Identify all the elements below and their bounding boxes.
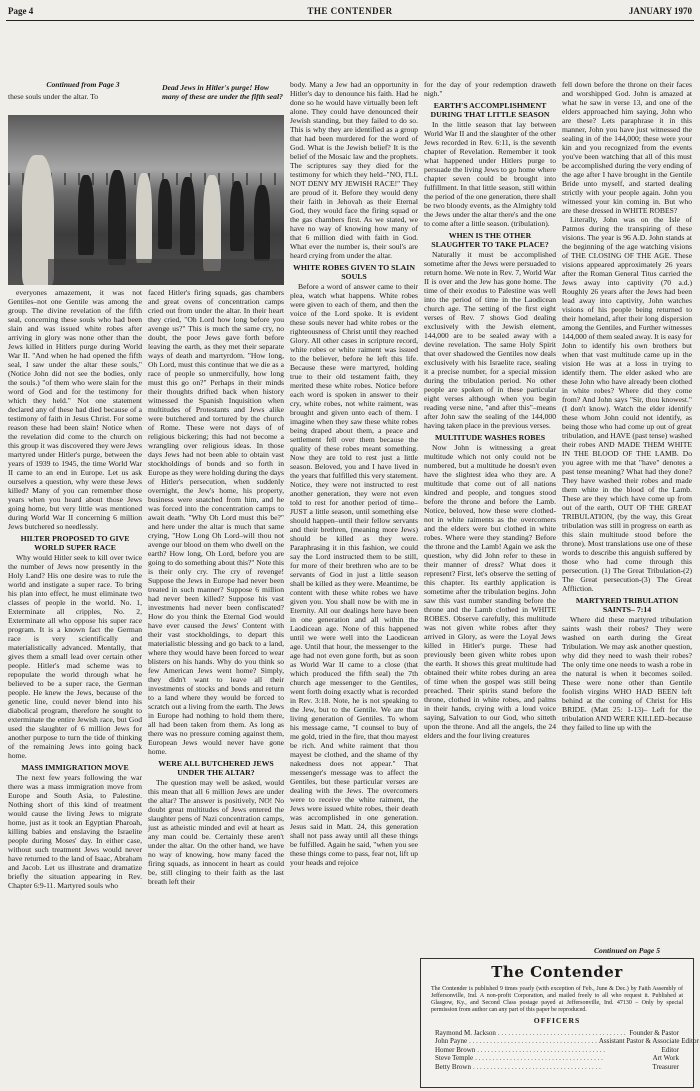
continued-note	[562, 946, 692, 956]
lead-in-text: these souls under the altar. To	[8, 92, 99, 101]
section-heading: HILTER PROPOSED TO GIVE WORLD SUPER RACE	[20, 534, 130, 552]
concentration-camp-photo	[8, 115, 284, 285]
paragraph: body. Many a Jew had an opportunity in Hitler's day to denounce his faith. Had he done so he would have virtually been left alone. They could have denounced their Jewish standing, but they failed to do so. This is why they are identified as a group that had been murdered for the word of God. What is the Jewish belief? It is the belief of the Mosaic law and the prophets. The scriptures say they died for the testimony for which they held–"NO, I'LL NOT DENY MY JEWISH RACE!" They are proud of it. Before they would deny their faith in Jehovah as their Eternal God, they would face the firing squad or the gas chambers first. As we stated, we have no way of knowing how many of that 6 million died with faith in God. What ever the number is, their soul's are heard crying from under the altar.	[290, 80, 418, 260]
continued-from: Continued from Page 3	[46, 80, 120, 89]
photo-caption: Dead Jews in Hitler's purge! How many of these are under the fifth seal?	[162, 83, 283, 101]
paragraph: faced Hitler's firing squads, gas chambers and great ovens of concentration camps cried out from under the altar. In their heart they cried, "Oh Lord how long before you avenge us?" This is much the same cry, no doubt, the poor Jews gave forth before leaving the earth, as they met their separate ways of death and martyrdom. "How long, Oh Lord, must this continue that we die as a race of people so unmercifully, how long must this go on?" Perhaps in their minds their thoughts drifted back when history witnessed the Spanish Inquisition when multitudes of Protestants and Jews alike were butchered and tortured by the church of Rome. These were not days of of religious bickering; this had not become a wrangling over religious ideas. In those days Jews had not been able to obtain vast stockholdings of bonds and so forth in Europe as they were holding during the days of Hitler's persecution, when suddenly overnight, the Jew's home, his property, business were snatched from him, and he was forced into the concentration camps to await death. "Why Oh Lord must this be?" and here under the altar is much that same crying, "How Long Oh Lord–will thou not avenge our blood on them who dwell on the earth? How long, Oh Lord, before you are going to do something about this?" Note this is their only cry. The cry of revenge! Suppose the Jews in Europe had never been treated in such manner? Suppose 6 million had never been killed? Suppose his vast investments had never been confiscated? How do you think the Eternal God would have ever caused the Jews' Content with their vast stockholdings, to depart this materialistic blessing and go back to a land, where they would have been forced to wear blisters on his hands. Why do you think so few American Jews went home? Simply, they didn't want to leave all their investments of stocks and bonds and return to a land where they would be forced to scratch out a living from the earth. The Jews in Europe had nothing to hold them there, all had been taken from them. As long as there was no pressure coming against them, European Jews would never have gone home.	[148, 288, 284, 756]
article-column-4	[424, 80, 556, 956]
article-column-3	[290, 80, 418, 1086]
photo-leadin	[8, 80, 158, 101]
section-heading: WERE ALL BUTCHERED JEWS UNDER THE ALTAR?	[158, 759, 274, 777]
section-heading: MULTITUDE WASHES ROBES	[434, 433, 546, 442]
officer-row: Homer Brown . . . . . . . . . . . . . . . . . . . . . . . . . . . . . . . . . . . . . Editor	[435, 1045, 679, 1054]
officer-row: Raymond M. Jackson . . . . . . . . . . . . . . . . . . . . . . . . . . . . . . . . . . . . . Founder & Pastor	[435, 1029, 679, 1037]
section-heading: EARTH'S ACCOMPLISHMENT DURING THAT LITTLE SEASON	[430, 101, 550, 119]
masthead-body: The Contender is published 9 times yearly (with exception of Feb., June & Dec.) by Faith Assembly of Jeffersonville, Ind. A non-profit Corporation, and mailed freely to all who request it. Published at Glasgow, Ky., and Second Class postage payed at Jeffersonville, Ind. 47130 – Only by special permission from author can any part of this paper be reproduced.	[431, 986, 683, 1013]
article-column-5	[562, 80, 692, 946]
section-heading: WHITE ROBES GIVEN TO SLAIN SOULS	[293, 263, 415, 281]
officer-role: Editor	[661, 1045, 679, 1054]
continued-to: Continued on Page 5	[593, 946, 661, 955]
officer-name: Betty Brown	[435, 1062, 471, 1071]
officer-name: John Payne	[435, 1037, 468, 1046]
paragraph: The next few years following the war there was a mass immigration move from Europe and South Asia, to Palestine. Nothing short of this kind of treatment would cause the living Jews to migrate home, just as it took an Egyptian Pharoah, killing babies and enslaving the Israelite people during Moses' day. In either case, without such treatment Jews would never have returned to the land of Isaac, Abraham and Jacob. Let us illustrate and dramatize briefly the situation appearing in Rev. Chapter 6:9-11. Martyred souls who	[8, 773, 142, 890]
page-number: Page 4	[8, 6, 34, 16]
officer-role: Assistant Pastor & Associate Editor	[598, 1037, 699, 1046]
officer-name: Steve Temple	[435, 1054, 474, 1063]
officer-name: Raymond M. Jackson	[435, 1029, 496, 1037]
paragraph: Before a word of answer came to their plea, watch what happens. White robes were given to each of them, and then the voice of the Lord spoke. It is evident these souls never had white robes or the righteousness of Christ until they reached Glory. All other cases in scripture record, white robes or white raiment was issued to the believer, before he left this life. Because these were martyred, holding true to their old testament faith, they merited these white robes. Notice before each word is spoken in answer to their cry, white robes, not white raiment, was brought and given unto each of them. I imagine when they saw these white robes being draped about them, a peace and settlement fell over them because the quality of these robes meant something. Now they are told to rest just a little season. Beloved, you and I have lived in the years that fulfilled this very statement. Notice, they were not instructed to rest another generation, they were not even told to rest for another period of time– JUST a little season, until something else should happen–until their fellow servants and their brethren, (meaning more Jews) should be killed as they were. Paraphrasing it in this fashion, we could say the Lord instructed them to be still, for more of their brethren who are to be servants of God in just a little season shall be killed as they were. Meantime, be content with these white robes we have given you. You shall now be with me in Eternity. All our dealings here have been in one generation and all within the Laodicean age. None of this happened until we were well into the Laodicean age. Until that hour, the messenger to the age had not even gone forth, but as soon as World War II came to a close (that which produced the fifth seal) the 7th church age messenger to the Gentiles, went forth doing exactly what is recorded in Rev. 3:18. Note, he is not speaking to the Jew, but to the Gentile. We are that living generation of Gentiles. To whom his message came, "I counsel to buy of me gold, tried in the fire, that thou mayest be rich. And white raiment that thou mayest be clothed, and the shame of thy nakedness does not appear." That messenger's message was to affect the Gentiles, but these particular verses are dealing with the Jews. The overcomers were to receive the white raiment, the Jews were issued white robes, their death was accomplished in one generation. Jesus said in Matt. 24, this generation shall not pass away until all these things be fulfilled. Again he said, "when you see these things come to pass, fear not, lift up your heads and rejoice	[290, 282, 418, 867]
paragraph: everyones amazement, it was not Gentiles–not one Gentile was among the group. The divine revelation of the fifth seal, concerning these souls who had been slain and was issued white robes after arriving in glory was none other than the Jews killed in Hitlers purge during World War II. "And when he had opened the fifth seal, I saw under the altar these souls," (Notice John did not see the bodies, only the souls.) "of them who were slain for the word of God and for the testimony for which they held." Not one statement declared any of these had died because of a testimony of faith in Jesus Christ. For some reason these had been slain! Notice when the revelation did come to the church on this group it was discovered they were Jews martyred under Hitler's purge, between the years of 1939 to 1945, the time World War II came to an end in Europe. Let us ask ourselves a question, why were these Jews killed? Many of you can remember those years when you heard about those Jews going home, but very little was mentioned during World War II concerning 6 million Jews butchered so needlessly.	[8, 288, 142, 531]
officer-role: Founder & Pastor	[629, 1029, 679, 1037]
paragraph: Literally, John was on the Isle of Patmos during the transpiring of these visions. The year is 96 A.D. John stands at the beginning of the age watching visions of THE CLOSING OF THE AGE. These visions appeared approximately 26 years after the Roman General Titus carried the Jews away into captivity (70 a.d.) Roughly 26 years after the Jews had been lead away into captivity, John watches visions of his people being returned to their homeland, after their long dispersion among the Gentiles, and Further witnesses 144,000 of them sealed away. It is easy for John to identify his own brothers but when that vast multitude came up in the vision He was at a loss in trying to identify them. The elder asked who are these John who have already been clothed in white robes? Where did they come from? And John says "Sir, thou knowest." (I don't know). Watch the elder identify these whom John could not identify, as being those who had come up out of great tribulation, and HAVE (past tense) washed their robes AND MADE THEM WHITE IN THE BLOOD OF THE LAMB. Do you agree with me that "have" denotes a past tense meaning? What had they done? They have washed their robes and made them white in the blood of the Lamb. These are they which have come up from out of the earth, OUT OF THE GREAT TRIBULATION, (by the way, this Great tribulation was still in progress on earth as this slain multitude stood before the throne). Most translations use one of these words to describe this anguish suffered by those who had come through this persecution. (1) The Great Tribulation-(2) The Great persecution-(3) The Great Affliction.	[562, 215, 692, 593]
officer-name: Homer Brown	[435, 1045, 476, 1054]
masthead-title: The Contender	[491, 963, 623, 981]
paragraph: In the little season that lay between World War II and the slaughter of the other Jews recorded in Rev. 6:11, is the seventh chapter of Revelation. Remember it took what happened under Hitlers purge to persuade the living Jews to go home where chapter seven could be brought into fulfillment. In that little season, still within the period of the one generation, there shall be two bloody events, as the Almighty told the Jews under the altar there's and the one to come after a little season. (tribulation).	[424, 120, 556, 228]
article-column-1	[8, 288, 142, 1086]
paragraph: Naturally it must be accomplished sometime after the Jews were persuaded to return home. We note in Rev. 7, World War II is over and the Jew has gone home. The time of their exodus to Palestine was well into the period of time in the Laodicean church age. The setting of the first eight verses of Rev. 7 shows God dealing exclusively with the Jewish element, 144,000 are to be sealed away with a devine revelation. The same Holy Spirit that over shadowed the Gentiles now deals exclusively with his Israelite race, sealing it a precise number, for a special mission during the tribulation period. No other people are spoken of in these particular eight verses although when you begin reading verse nine, "and after this"–means after John saw the sealing of the 144,000 having taken place in the previous verses.	[424, 250, 556, 430]
paragraph: Where did these martyred tribulation saints wash their robes? They were washed on earth during the Great Tribulation. We may ask another question, why did they need to wash their robes? The only time one needs to wash a robe in the natural is when it becomes soiled. These were none other than Gentile foolish virgins WHO HAD BEEN left behind at the coming of Christ for His BRIDE. (Matt 25: 1-13)– Left for the tribulation AND WERE KILLED–because they failed to line up with the	[562, 615, 692, 732]
officer-role: Treasurer	[652, 1062, 679, 1071]
article-column-2	[148, 288, 284, 1086]
officer-role: Art Work	[652, 1054, 679, 1063]
section-heading: WHEN IS THE OTHER SLAUGHTER TO TAKE PLACE?	[431, 231, 549, 249]
paper-name: THE CONTENDER	[307, 6, 393, 16]
paragraph: fell down before the throne on their faces and worshipped God. John is amazed at what he saw in verse 13, and one of the elders approached him saying, John who are these? Lets paraphrase it in this manner, John you have just witnessed the sealing in of the 144,000; these were your kin and you recognized from the events you've been watching that all of this must be accomplished during the very ending of the age after I have brought in the Gentile Bride unto myself, and started dealing strictly with your people again. John you witnessed your kin coming in. But who are these dressed in WHITE ROBES?	[562, 80, 692, 215]
paragraph: Now John is witnessing a great multitude which not only could not be numbered, but a multitude he doesn't even have the slightest idea who they are. A multitude that come out of all nations kindred and people, and tongues stood before the throne and before the Lamb. Notice, beloved, how these were clothed-not in white raiments as the overcomers and the elders were but clothed in white robes. Where were they standing? Before the throne and the Lamb! Again we ask the question, why did John refer to these in their manner of dress? What does it represent? First, let's observe the setting of this chapter. Its earthly application is sometime after the tribulation begins. John saw this vast number standing before the throne and the Lamb clothed in WHITE ROBES. Observe carefully, this multitude was not given white robes after they arrived in Glory, as were the Loyal Jews killed in Hitler's purge. These had previously been given white robes upon the earth. It shows this great multitude had obtained their white robes during an area of time when the gospel was still being preached. Their spirits stand before the throne, clothed in white robes, and palms in their hands, crying with a loud voice saying, Salvation to our God, who sitteth upon the throne. And all the angels, the 24 elders and the four living creatures	[424, 443, 556, 740]
issue-date: JANUARY 1970	[628, 6, 692, 16]
paragraph: for the day of your redemption draweth nigh."	[424, 80, 556, 98]
officers-heading: OFFICERS	[533, 1016, 581, 1025]
paragraph: The question may well be asked, would this mean that all 6 million Jews are under the altar? The answer is positively, NO! No doubt great multitudes of Jews entered the slaughter pens of Nazi concentration camps, just as atheistic minded and evil at heart as any man could be. Certainly these aren't under the altar. On the other hand, we have no way of knowing, how many faced the firing squads, as innocent in heart as could be, still clinging to their faith as the last breath left their	[148, 778, 284, 886]
officers-list	[435, 1029, 699, 1071]
paragraph: Why would Hitler seek to kill over twice the number of Jews now presently in the Holy Land? His one desire was to rule the world and instigate a super race. To bring his plan into effect, he must eliminate two classes of people in the world. No. 1, Exterminate all cripples, No. 2, Exterminate all who oppose his super race program. It is a known fact the German race is very scientifically and materialistically advanced. Mentally, that gives them a small lead over certain other people. Hitler's mad scheme was to repopulate the world through what he believed to be a super race, the German people. He knew the Jews, because of the genetic line, could never blend into his diabolical program, therefore he sought to exterminate the entire Jewish race, but God used the slaughter of 6 million Jews for another purpose to turn the tide of thinking of the remaining Jews into going back home.	[8, 553, 142, 760]
masthead-box	[420, 958, 699, 1088]
page-header	[0, 0, 700, 20]
header-rule	[6, 20, 694, 21]
section-heading: MASS IMMIGRATION MOVE	[21, 763, 129, 772]
officer-row: Betty Brown . . . . . . . . . . . . . . . . . . . . . . . . . . . . . . . . . . . . . Treasurer	[435, 1062, 679, 1071]
officer-row: Steve Temple . . . . . . . . . . . . . . . . . . . . . . . . . . . . . . . . . . . . . Art Work	[435, 1054, 679, 1063]
officer-row: John Payne . . . . . . . . . . . . . . . . . . . . . . . . . . . . . . . . . . . . . Assistant Pastor & Associate Editor	[435, 1037, 699, 1046]
section-heading: MARTYRED TRIBULATION SAINTS– 7:14	[575, 596, 679, 614]
